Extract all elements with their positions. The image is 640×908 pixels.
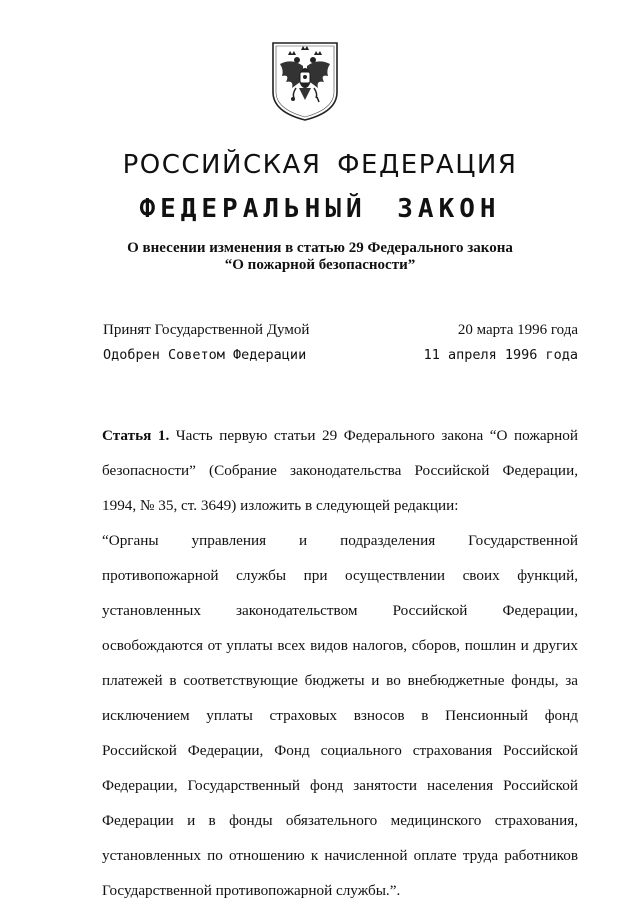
adopted-date: 20 марта 1996 года [457, 322, 578, 338]
article-intro-text: Часть первую статьи 29 Федерального закона “О пожарной безопасности” (Собрание законодательства Российской Федерации, 1994, № 35, ст. 3649) изложить в следующей редакции: [102, 427, 578, 514]
article-1 [102, 418, 578, 908]
country-name: РОССИЙСКАЯ ФЕДЕРАЦИЯ [122, 150, 518, 180]
law-type-heading: ФЕДЕРАЛЬНЫЙ ЗАКОН [139, 194, 501, 224]
article-quote-text: “Органы управления и подразделения Государственной противопожарной службы при осуществлении своих функций, установленных законодательством Российской Федерации, освобождаются от уплаты всех видов налогов, сборов, пошлин и других платежей в соответствующие бюджеты и во внебюджетные фонды, за исключением уплаты страховых взносов в Пенсионный фонд Российской Федерации, Фонд социального страхования Российской Федерации, Государственный фонд занятости населения Российской Федерации и в фонды обязательного медицинского страхования, установленных по отношению к начисленной оплате труда работников Государственной противопожарной службы.”. [102, 532, 578, 899]
approved-label: Одобрен Советом Федерации [103, 347, 307, 363]
adopted-label: Принят Государственной Думой [103, 322, 310, 338]
law-title-line1: О внесении изменения в статью 29 Федерального закона [127, 240, 513, 256]
article-1-intro [102, 418, 578, 523]
russian-coat-of-arms-icon [270, 40, 340, 122]
approved-date: 11 апреля 1996 года [423, 347, 578, 363]
article-1-quote [102, 523, 578, 908]
article-label: Статья 1. [102, 427, 170, 444]
law-title [0, 240, 640, 274]
law-title-line2: “О пожарной безопасности” [224, 257, 416, 273]
